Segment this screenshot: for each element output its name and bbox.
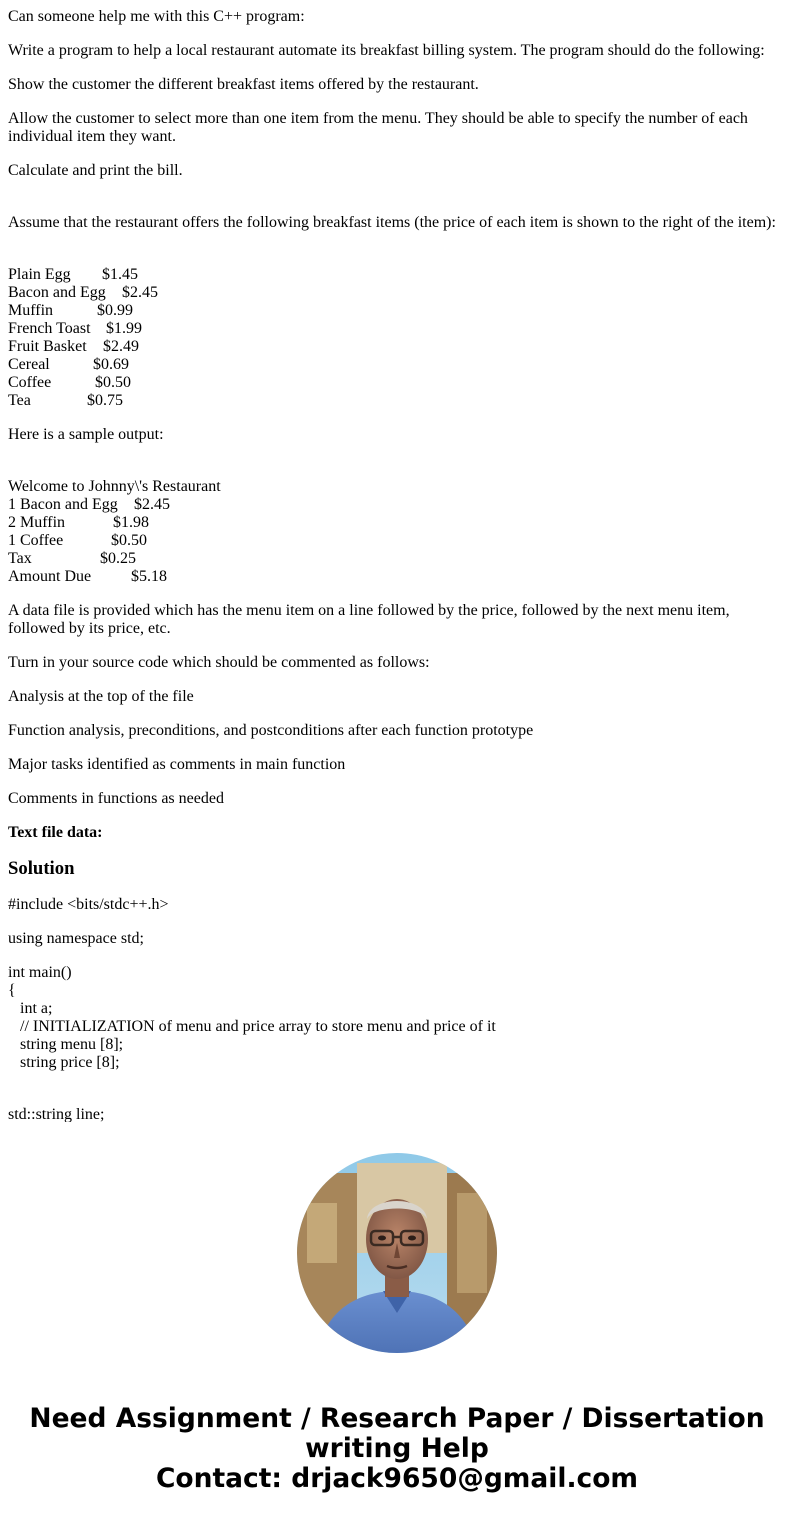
sample-row-name: 1 Bacon and Egg [8,496,118,513]
footer-line: writing Help [305,1433,489,1464]
menu-item [8,266,788,284]
data-file-note: A data file is provided which has the menu item on a line followed by the price, followed by the next menu item, followed by its price, etc. [8,602,730,637]
menu-item-name: French Toast [8,320,91,337]
code-line: // INITIALIZATION of menu and price array to store menu and price of it [8,1018,496,1035]
sample-output-row [8,514,788,532]
sample-output-row [8,568,788,586]
menu-item-price: $1.45 [102,266,138,283]
code-line: int main() [8,964,72,981]
menu-assumption: Assume that the restaurant offers the following breakfast items (the price of each item is shown to the right of the item): [8,214,776,231]
menu-item-price: $2.45 [122,284,158,301]
author-photo-image [297,1153,497,1353]
sample-row-name: Amount Due [8,568,92,585]
sample-row-name: 2 Muffin [8,514,66,531]
menu-item-price: $0.99 [97,302,133,319]
sample-output-title: Welcome to Johnny\'s Restaurant [8,478,221,495]
code-line-truncated: std::string line; [8,1106,105,1122]
menu-item-name: Cereal [8,356,50,373]
menu-item [8,320,788,338]
menu-item [8,392,788,410]
footer-banner [0,1404,794,1494]
menu-item [8,338,788,356]
sample-row-name: Tax [8,550,32,567]
sample-output-row [8,550,788,568]
sample-row-price: $5.18 [131,568,167,585]
sample-row-price: $2.45 [134,496,170,513]
sample-output [8,478,788,586]
menu-item-name: Muffin [8,302,54,319]
sample-row-price: $0.50 [111,532,147,549]
footer-contact: Contact: drjack9650@gmail.com [155,1463,639,1494]
menu-item [8,284,788,302]
requirement-select-items: Allow the customer to select more than one item from the menu. They should be able to specify the number of each individual item they want. [8,110,748,145]
menu-item-name: Fruit Basket [8,338,87,355]
question-task: Write a program to help a local restaurant automate its breakfast billing system. The program should do the following: [8,42,765,59]
code-line: { [8,982,16,999]
menu-item [8,374,788,392]
sample-row-name: 1 Coffee [8,532,64,549]
menu-item-price: $2.49 [103,338,139,355]
menu-item-price: $1.99 [106,320,142,337]
menu-item-name: Coffee [8,374,52,391]
footer-line: Need Assignment / Research Paper / Dissertation [29,1403,765,1434]
author-photo [297,1153,497,1353]
menu-item-price: $0.75 [87,392,123,409]
question-intro: Can someone help me with this C++ program: [8,8,305,25]
turn-in-note: Turn in your source code which should be commented as follows: [8,654,430,671]
requirement-print-bill: Calculate and print the bill. [8,162,183,179]
menu-item-name: Plain Egg [8,266,71,283]
question-content [8,0,788,1122]
code-include: #include <bits/stdc++.h> [8,896,169,913]
menu-list [8,266,788,410]
requirement-show-items: Show the customer the different breakfast items offered by the restaurant. [8,76,479,93]
solution-heading: Solution [8,858,75,879]
menu-item [8,302,788,320]
comment-item: Analysis at the top of the file [8,688,194,705]
text-file-label: Text file data: [8,824,103,841]
menu-item-price: $0.50 [95,374,131,391]
menu-item-price: $0.69 [93,356,129,373]
sample-output-row [8,496,788,514]
menu-item-name: Bacon and Egg [8,284,106,301]
comment-item: Comments in functions as needed [8,790,224,807]
sample-row-price: $1.98 [113,514,149,531]
sample-row-price: $0.25 [100,550,136,567]
comment-item: Function analysis, preconditions, and postconditions after each function prototype [8,722,534,739]
code-line: string price [8]; [8,1054,120,1071]
code-block [8,964,788,1072]
menu-item [8,356,788,374]
comment-item: Major tasks identified as comments in main function [8,756,346,773]
menu-item-name: Tea [8,392,31,409]
sample-output-row [8,532,788,550]
code-namespace: using namespace std; [8,930,144,947]
code-line: int a; [8,1000,53,1017]
sample-output-heading: Here is a sample output: [8,426,164,443]
code-line: string menu [8]; [8,1036,124,1053]
